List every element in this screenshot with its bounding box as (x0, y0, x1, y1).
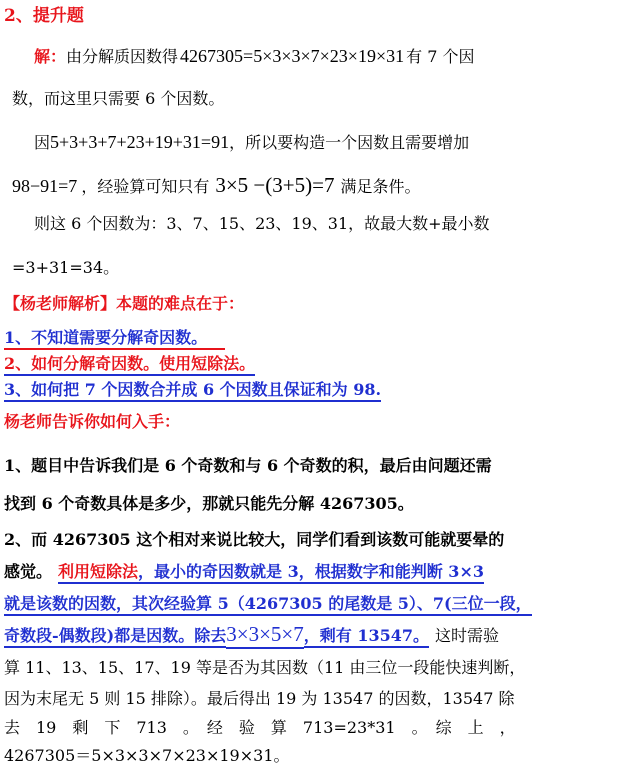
analysis-point-1-text: 1、不知道需要分解奇因数。 (4, 328, 225, 350)
howto-step-1a: 1、题目中告诉我们是 6 个奇数和与 6 个奇数的积，最后由问题还需 (4, 456, 492, 475)
howto-step-2g: 去 19 剩 下 713 。 经 验 算 713=23*31 。 综 上 ， (4, 718, 516, 737)
solution-text-4a: ，经验算可知只有 (81, 177, 210, 196)
remainder-text: ，剩有 13547。 (304, 626, 429, 648)
analysis-point-3 (4, 380, 381, 400)
solution-label: 解 (34, 47, 51, 66)
analysis-point-1 (4, 328, 225, 348)
howto-step-2b-rest: ，最小的奇因数就是 3，根据数字和能判断 3×3 (138, 562, 484, 584)
howto-step-2e: 算 11、13、15、17、19 等是否为其因数（11 由三位一段能快速判断， (4, 658, 526, 677)
solution-line-1 (34, 46, 474, 67)
solution-text-1b: 有 7 个因 (406, 47, 475, 66)
howto-step-2c (4, 594, 532, 614)
analysis-point-2-text: 2、如何分解奇因数。使用短除法。 (4, 354, 255, 376)
howto-step-2b-lead: 感觉。 (4, 562, 53, 581)
howto-step-2b (4, 562, 484, 582)
factorization-formula: 4267305=5×3×3×7×23×19×31 (180, 46, 405, 66)
solution-text-1a: 由分解质因数得 (66, 47, 179, 66)
solution-text-4b: 满足条件。 (340, 177, 421, 196)
howto-step-2d-tail: 这时需验 (435, 626, 500, 645)
analysis-point-2 (4, 354, 255, 374)
analysis-point-3-text: 3、如何把 7 个因数合并成 6 个因数且保证和为 98. (4, 380, 381, 402)
section-heading: 2、提升题 (4, 6, 84, 26)
howto-step-2d (4, 622, 499, 648)
howto-title: 杨老师告诉你如何入手： (4, 412, 181, 431)
solution-colon: ： (50, 47, 67, 66)
sum-formula: 5+3+3+7+23+19+31=91 (50, 132, 230, 152)
solution-text-3b: ，所以要构造一个因数且需要增加 (229, 133, 470, 152)
howto-step-2f: 因为末尾无 5 则 15 排除）。最后得出 19 为 13547 的因数，13547 除 (4, 689, 515, 708)
solution-line-6: =3+31=34。 (12, 258, 120, 277)
remove-label: 除去 (194, 626, 226, 648)
solution-text-3a: 因 (34, 133, 51, 152)
difference-formula: 98−91=7 (12, 176, 78, 196)
howto-step-2a: 2、而 4267305 这个相对来说比较大，同学们看到该数可能就要晕的 (4, 530, 505, 549)
howto-step-2c-text: 就是该数的因数，其次经验算 5（4267305 的尾数是 5）、7(三位一段， (4, 594, 532, 616)
howto-step-2d-text: 奇数段-偶数段)都是因数。 (4, 626, 194, 648)
howto-step-2h: 4267305＝5×3×3×7×23×19×31。 (4, 746, 290, 765)
solution-line-4 (12, 172, 420, 200)
solution-line-3 (34, 132, 469, 153)
short-division-label: 利用短除法 (58, 562, 138, 584)
solution-line-5: 则这 6 个因数为：3、7、15、23、19、31，故最大数+最小数 (34, 214, 490, 233)
analysis-title: 【杨老师解析】本题的难点在于： (4, 294, 245, 313)
howto-step-1b: 找到 6 个奇数具体是多少，那就只能先分解 4267305。 (4, 494, 414, 513)
solution-line-2: 数，而这里只需要 6 个因数。 (12, 89, 225, 108)
check-formula: 3×5 −(3+5)=7 (215, 173, 335, 197)
product-formula: 3×3×5×7 (226, 622, 304, 649)
